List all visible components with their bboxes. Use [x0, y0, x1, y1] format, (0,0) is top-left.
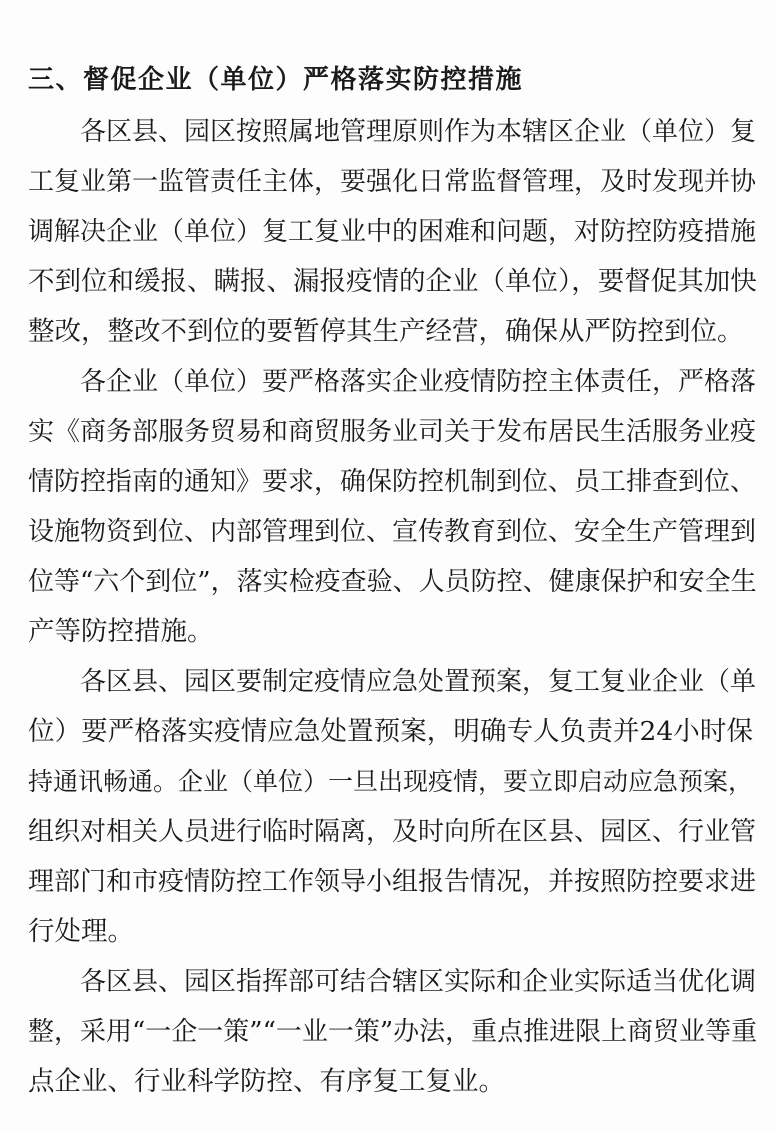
text-line: 位等“六个到位”，落实检疫查验、人员防控、健康保护和安全生: [28, 567, 757, 597]
text-line: 不到位和缓报、瞒报、漏报疫情的企业（单位），要督促其加快: [28, 266, 757, 297]
text-line: 组织对相关人员进行临时隔离，及时向所在区县、园区、行业管: [28, 817, 757, 847]
text-line: 实《商务部服务贸易和商贸服务业司关于发布居民生活服务业疫: [28, 417, 757, 447]
text-line: 整改，整改不到位的要暂停其生产经营，确保从严防控到位。: [28, 316, 744, 347]
text-line: 理部门和市疫情防控工作领导小组报告情况，并按照防控要求进: [28, 867, 757, 897]
text-line: 各企业（单位）要严格落实企业疫情防控主体责任，严格落: [80, 367, 757, 397]
text-line: 各区县、园区按照属地管理原则作为本辖区企业（单位）复: [80, 117, 757, 147]
text-line: 点企业、行业科学防控、有序复工复业。: [28, 1066, 505, 1097]
section-heading: 三、督促企业（单位）严格落实防控措施: [28, 65, 524, 95]
text-line: 持通讯畅通。企业（单位）一旦出现疫情，要立即启动应急预案，: [28, 767, 754, 796]
text-line: 行处理。: [28, 916, 134, 947]
text-line: 设施物资到位、内部管理到位、宣传教育到位、安全生产管理到: [28, 517, 757, 547]
text-line: 各区县、园区要制定疫情应急处置预案，复工复业企业（单: [80, 667, 757, 697]
text-line: 调解决企业（单位）复工复业中的困难和问题，对防控防疫措施: [28, 217, 757, 247]
text-line: 整，采用“一企一策”“一业一策”办法，重点推进限上商贸业等重: [28, 1017, 758, 1047]
text-line: 情防控指南的通知》要求，确保防控机制到位、员工排查到位、: [28, 467, 757, 497]
text-line: 位）要严格落实疫情应急处置预案，明确专人负责并24小时保: [28, 716, 753, 747]
text-line: 各区县、园区指挥部可结合辖区实际和企业实际适当优化调: [80, 967, 757, 997]
text-line: 工复业第一监管责任主体，要强化日常监督管理，及时发现并协: [28, 167, 757, 197]
text-line: 产等防控措施。: [28, 616, 214, 647]
